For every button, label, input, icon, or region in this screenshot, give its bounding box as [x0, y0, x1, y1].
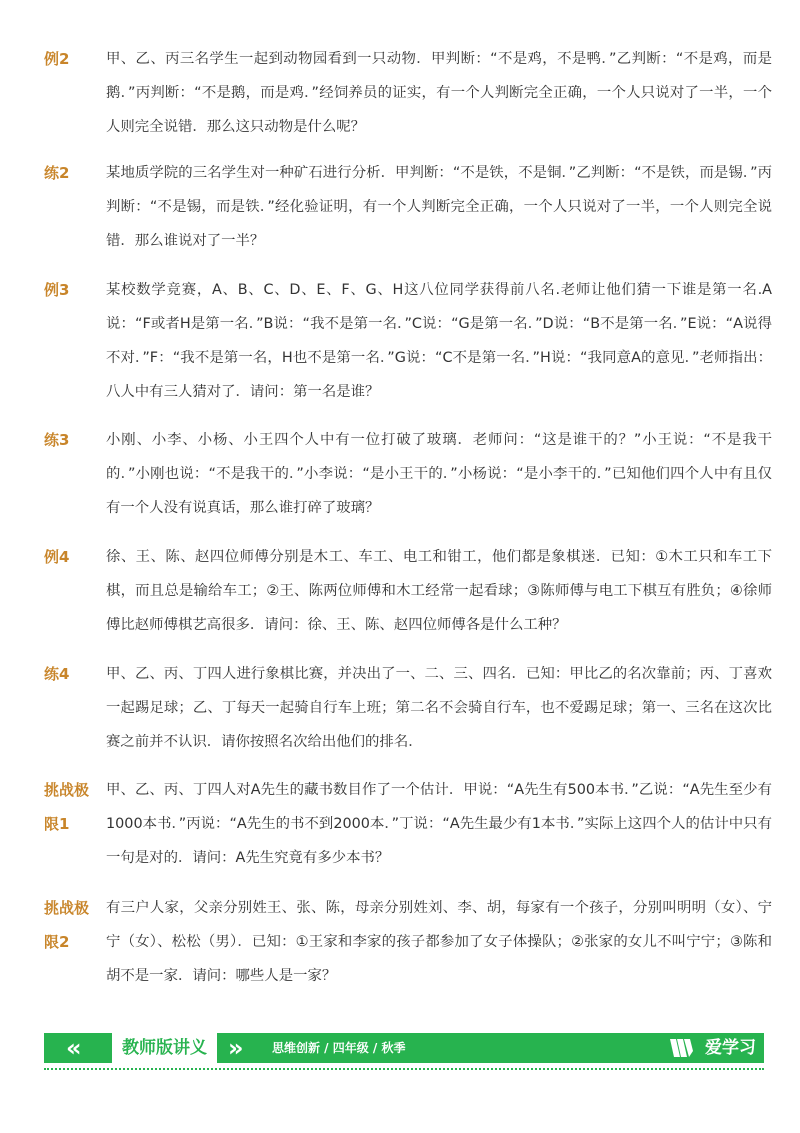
page-footer	[44, 1030, 764, 1070]
problem-label: 例2	[44, 50, 70, 68]
chevron-left-icon: «	[66, 1034, 82, 1062]
brand-logo-icon	[668, 1037, 694, 1059]
problem-text: 有三户人家，父亲分别姓王、张、陈，母亲分别姓刘、李、胡，每家有一个孩子，分别叫明明（女）、宁宁（女）、松松（男）．已知：①王家和李家的孩子都参加了女子体操队；②张家的女儿不叫宁宁；③陈和胡不是一家．请问：哪些人是一家？	[106, 900, 772, 984]
problem-text: 甲、乙、丙、丁四人进行象棋比赛，并决出了一、二、三、四名．已知：甲比乙的名次靠前；丙、丁喜欢一起踢足球；乙、丁每天一起骑自行车上班；第二名不会骑自行车，也不爱踢足球；第一、三名在这次比赛之前并不认识．请你按照名次给出他们的排名．	[106, 666, 772, 750]
problem-label: 练3	[44, 431, 70, 449]
problem-text: 甲、乙、丙三名学生一起到动物园看到一只动物．甲判断：“不是鸡，不是鸭．”乙判断：“不是鸡，而是鹅．”丙判断：“不是鹅，而是鸡．”经饲养员的证实，有一个人判断完全正确，一个人只说对了一半，一个人则完全说错．那么这只动物是什么呢？	[106, 51, 772, 135]
problem-label: 练2	[44, 164, 70, 182]
problem-label: 挑战极限2	[44, 899, 90, 951]
brand-name: 爱学习	[705, 1038, 756, 1058]
footer-title: 教师版讲义	[112, 1033, 217, 1063]
problem-text: 某地质学院的三名学生对一种矿石进行分析．甲判断：“不是铁，不是铜．”乙判断：“不是铁，而是锡．”丙判断：“不是锡，而是铁．”经化验证明，有一个人判断完全正确，一个人只说对了一半，一个人则完全说错．那么谁说对了一半？	[106, 165, 772, 249]
problem-text: 小刚、小李、小杨、小王四个人中有一位打破了玻璃．老师问：“这是谁干的？”小王说：“不是我干的．”小刚也说：“不是我干的．”小李说：“是小王干的．”小杨说：“是小李干的．”已知他们四个人中有且仅有一个人没有说真话，那么谁打碎了玻璃？	[106, 432, 772, 516]
problem-text: 甲、乙、丙、丁四人对A先生的藏书数目作了一个估计．甲说：“A先生有500本书．”乙说：“A先生至少有1000本书．”丙说：“A先生的书不到2000本．”丁说：“A先生最少有1本书．”实际上这四个人的估计中只有一句是对的．请问：A先生究竟有多少本书？	[106, 782, 772, 866]
chevron-right-icon: »	[228, 1034, 244, 1062]
problem-label: 练4	[44, 665, 70, 683]
problem-label: 例4	[44, 548, 70, 566]
problem-text: 徐、王、陈、赵四位师傅分别是木工、车工、电工和钳工，他们都是象棋迷．已知：①木工只和车工下棋，而且总是输给车工；②王、陈两位师傅和木工经常一起看球；③陈师傅与电工下棋互有胜负；④徐师傅比赵师傅棋艺高很多．请问：徐、王、陈、赵四位师傅各是什么工种？	[106, 549, 772, 633]
problem-text: 某校数学竞赛，A、B、C、D、E、F、G、H这八位同学获得前八名.老师让他们猜一下谁是第一名.A说：“F或者H是第一名．”B说：“我不是第一名．”C说：“G是第一名．”D说：“B不是第一名．”E说：“A说得不对．”F：“我不是第一名，H也不是第一名．”G说：“C不是第一名．”H说：“我同意A的意见．”老师指出：八人中有三人猜对了．请问：第一名是谁？	[106, 282, 772, 400]
problem-label: 例3	[44, 281, 70, 299]
footer-dotted-line	[44, 1068, 764, 1070]
problem-label: 挑战极限1	[44, 781, 90, 833]
footer-subtitle: 思维创新 / 四年级 / 秋季	[272, 1041, 406, 1055]
